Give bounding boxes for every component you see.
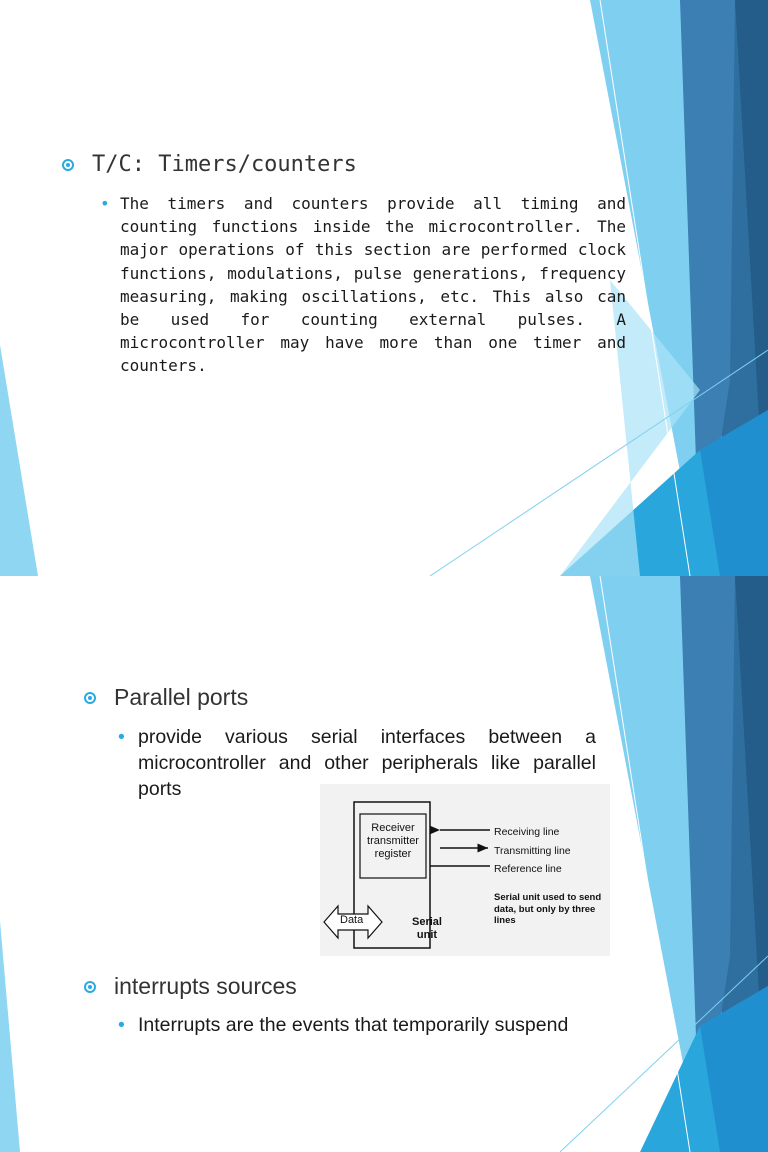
- heading-interrupts: interrupts sources: [114, 973, 297, 999]
- serial-note-line: lines: [494, 915, 516, 926]
- heading-timers: T/C: Timers/counters: [92, 152, 357, 177]
- data-label: Data: [340, 914, 364, 926]
- body-timers-item: [100, 192, 626, 378]
- serial-unit-label-line: unit: [416, 929, 438, 941]
- bullet-timers: [62, 152, 357, 177]
- body-interrupts-item: [118, 1012, 596, 1038]
- circle-bullet-icon: [62, 159, 74, 171]
- register-label: [362, 822, 424, 861]
- transmitting-line-label: Transmitting line: [494, 844, 571, 857]
- serial-unit-label-line: Serial: [412, 916, 442, 928]
- bullet-interrupts: [84, 973, 297, 1000]
- serial-note-line: data, but only by three: [494, 903, 596, 915]
- register-label-line: register: [374, 848, 412, 860]
- body-timers: The timers and counters provide all timing and counting functions inside the microcontroller. The major operations of this section are performed clock functions, modulations, pulse generations, frequency measuring, making oscillations, etc. This also can be used for counting external pulses. A microcontroller may have more than one timer and counters.: [120, 194, 626, 376]
- body-parallel-ports: provide various serial interfaces between a microcontroller and other peripherals like parallel ports: [138, 726, 596, 800]
- circle-bullet-icon: [84, 692, 96, 704]
- dot-bullet-icon: •: [118, 726, 125, 748]
- heading-parallel-ports: Parallel ports: [114, 684, 249, 710]
- serial-note: [494, 892, 601, 927]
- dot-bullet-icon: •: [100, 194, 110, 213]
- register-label-line: transmitter: [367, 835, 419, 847]
- reference-line-label: Reference line: [494, 863, 562, 875]
- circle-bullet-icon: [84, 981, 96, 993]
- dot-bullet-icon: •: [118, 1014, 125, 1036]
- register-label-line: Receiver: [371, 822, 415, 834]
- serial-note-line: Serial unit used to send: [494, 892, 602, 903]
- receiving-line-label: Receiving line: [494, 826, 560, 838]
- serial-unit-label: [412, 916, 442, 942]
- line-labels: [494, 823, 571, 879]
- bullet-parallel-ports: [84, 684, 248, 711]
- serial-unit-diagram: [320, 784, 610, 956]
- body-interrupts: Interrupts are the events that temporarily suspend: [138, 1014, 569, 1036]
